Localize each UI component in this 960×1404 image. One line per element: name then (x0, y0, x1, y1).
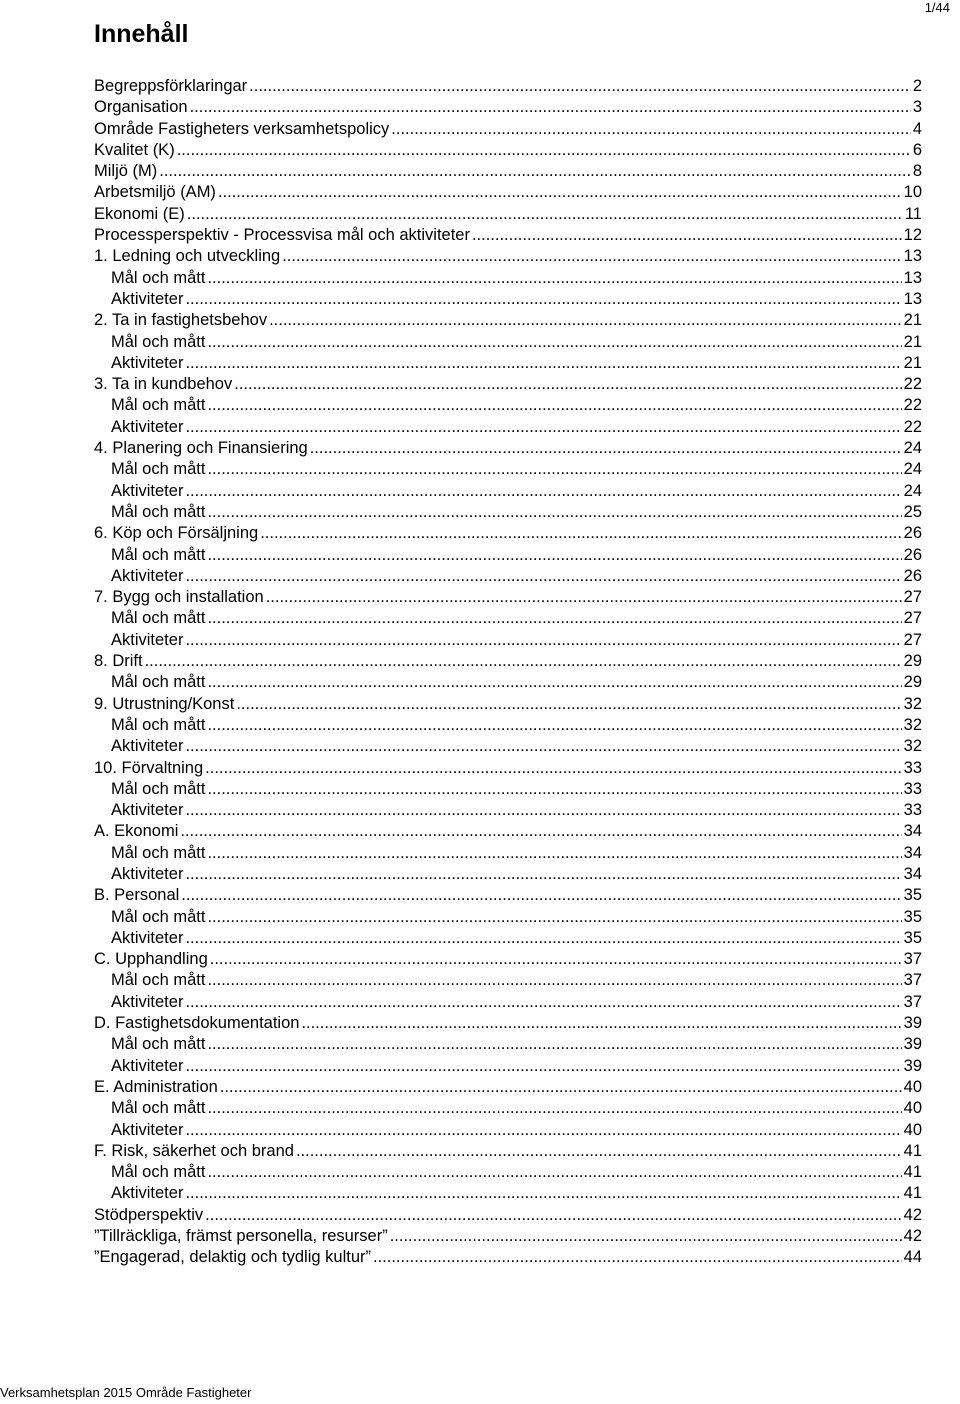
toc-dot-leader (187, 204, 903, 225)
toc-entry[interactable] (94, 140, 922, 161)
toc-entry-label: D. Fastighetsdokumentation (94, 1014, 300, 1033)
toc-dot-leader (185, 800, 901, 821)
toc-entry[interactable] (94, 289, 922, 310)
toc-entry-label: Aktiviteter (111, 737, 184, 756)
toc-entry-label: Mål och mått (111, 609, 206, 628)
toc-entry-page: 35 (903, 907, 922, 926)
toc-entry-label: Mål och mått (111, 1163, 206, 1182)
toc-dot-leader (205, 1205, 901, 1226)
toc-entry-label: Kvalitet (K) (94, 140, 175, 159)
toc-dot-leader (185, 928, 901, 949)
toc-entry-page: 21 (903, 311, 922, 330)
toc-entry-page: 40 (903, 1120, 922, 1139)
toc-entry-label: Mål och mått (111, 545, 206, 564)
toc-entry[interactable] (94, 992, 922, 1013)
toc-entry-page: 42 (903, 1227, 922, 1246)
toc-entry-page: 39 (903, 1056, 922, 1075)
toc-entry[interactable] (94, 97, 922, 118)
toc-entry-label: Ekonomi (E) (94, 204, 185, 223)
toc-entry-label: 2. Ta in fastighetsbehov (94, 311, 268, 330)
toc-entry-label: Mål och mått (111, 268, 206, 287)
toc-entry-label: Aktiviteter (111, 417, 184, 436)
toc-entry[interactable] (94, 76, 922, 97)
toc-entry[interactable] (94, 374, 922, 395)
toc-entry[interactable] (94, 566, 922, 587)
toc-entry-label: 7. Bygg och installation (94, 588, 264, 607)
toc-entry-page: 10 (903, 183, 922, 202)
toc-entry-page: 13 (903, 247, 922, 266)
toc-entry-page: 12 (903, 226, 922, 245)
toc-dot-leader (207, 970, 901, 991)
toc-entry-page: 11 (904, 204, 922, 223)
toc-entry-page: 6 (912, 140, 922, 159)
toc-entry-label: Mål och mått (111, 673, 206, 692)
page-title: Innehåll (94, 20, 189, 48)
toc-dot-leader (185, 353, 901, 374)
toc-dot-leader (159, 161, 911, 182)
toc-dot-leader (185, 864, 901, 885)
toc-entry-page: 33 (903, 758, 922, 777)
toc-dot-leader (185, 566, 901, 587)
toc-entry-page: 37 (903, 971, 922, 990)
toc-entry-label: 8. Drift (94, 652, 143, 671)
toc-entry[interactable] (94, 779, 922, 800)
toc-dot-leader (260, 523, 901, 544)
toc-entry[interactable] (94, 587, 922, 608)
toc-entry[interactable] (94, 1162, 922, 1183)
toc-entry-label: Aktiviteter (111, 481, 184, 500)
toc-dot-leader (177, 140, 911, 161)
toc-dot-leader (185, 481, 901, 502)
toc-entry-label: Aktiviteter (111, 289, 184, 308)
toc-entry-page: 27 (903, 609, 922, 628)
toc-entry[interactable] (94, 268, 922, 289)
toc-entry-page: 3 (912, 98, 922, 117)
toc-entry-page: 24 (903, 439, 922, 458)
toc-dot-leader (181, 885, 901, 906)
toc-entry[interactable] (94, 204, 922, 225)
toc-entry-label: Aktiviteter (111, 566, 184, 585)
toc-entry-page: 22 (903, 417, 922, 436)
toc-entry-page: 2 (912, 77, 922, 95)
toc-entry-page: 34 (903, 822, 922, 841)
toc-entry[interactable] (94, 353, 922, 374)
toc-entry-page: 13 (903, 268, 922, 287)
toc-dot-leader (210, 949, 902, 970)
toc-dot-leader (180, 821, 901, 842)
toc-dot-leader (207, 715, 901, 736)
toc-entry-label: 3. Ta in kundbehov (94, 375, 233, 394)
page-number: 1/44 (924, 0, 950, 15)
toc-entry-label: Stödperspektiv (94, 1205, 204, 1224)
toc-entry[interactable] (94, 608, 922, 629)
toc-entry[interactable] (94, 161, 922, 182)
toc-entry[interactable] (94, 736, 922, 757)
toc-entry-label: Processperspektiv - Processvisa mål och aktiviteter (94, 226, 470, 245)
toc-dot-leader (207, 907, 901, 928)
toc-entry-label: Mål och mått (111, 502, 206, 521)
toc-entry-page: 40 (903, 1099, 922, 1118)
toc-entry-label: Aktiviteter (111, 1184, 184, 1203)
toc-entry[interactable] (94, 481, 922, 502)
toc-entry-page: 21 (903, 353, 922, 372)
toc-entry-label: Miljö (M) (94, 162, 158, 181)
toc-entry[interactable] (94, 1077, 922, 1098)
toc-dot-leader (282, 246, 901, 267)
toc-entry-page: 39 (903, 1035, 922, 1054)
toc-entry[interactable] (94, 523, 922, 544)
toc-entry[interactable] (94, 1183, 922, 1204)
toc-entry-label: Mål och mått (111, 396, 206, 415)
toc-entry[interactable] (94, 715, 922, 736)
toc-entry[interactable] (94, 864, 922, 885)
toc-entry[interactable] (94, 843, 922, 864)
toc-entry-label: Område Fastigheters verksamhetspolicy (94, 119, 390, 138)
toc-entry-label: 6. Köp och Försäljning (94, 524, 259, 543)
toc-entry-label: Mål och mått (111, 1035, 206, 1054)
toc-entry[interactable] (94, 907, 922, 928)
toc-entry-page: 21 (903, 332, 922, 351)
toc-dot-leader (185, 630, 901, 651)
toc-entry[interactable] (94, 1141, 922, 1162)
toc-entry-page: 26 (903, 524, 922, 543)
toc-dot-leader (207, 843, 901, 864)
toc-entry-page: 29 (903, 652, 922, 671)
toc-entry-page: 37 (903, 950, 922, 969)
toc-entry[interactable] (94, 694, 922, 715)
toc-dot-leader (185, 736, 901, 757)
toc-entry-page: 13 (903, 289, 922, 308)
toc-dot-leader (472, 225, 902, 246)
toc-entry[interactable] (94, 182, 922, 203)
toc-entry-label: Aktiviteter (111, 1056, 184, 1075)
toc-entry[interactable] (94, 438, 922, 459)
toc-entry-page: 26 (903, 545, 922, 564)
toc-entry-label: ”Engagerad, delaktig och tydlig kultur” (94, 1248, 371, 1267)
toc-entry-page: 34 (903, 843, 922, 862)
toc-dot-leader (145, 651, 902, 672)
toc-entry-label: Aktiviteter (111, 801, 184, 820)
toc-entry-label: Mål och mått (111, 715, 206, 734)
toc-entry-page: 41 (903, 1163, 922, 1182)
toc-entry-label: Organisation (94, 98, 188, 117)
toc-entry-page: 32 (903, 737, 922, 756)
toc-entry-label: Begreppsförklaringar (94, 77, 248, 95)
toc-entry-page: 41 (903, 1141, 922, 1160)
toc-entry-label: 1. Ledning och utveckling (94, 247, 281, 266)
toc-entry-page: 27 (903, 630, 922, 649)
toc-entry[interactable] (94, 332, 922, 353)
toc-dot-leader (266, 587, 902, 608)
toc-dot-leader (207, 779, 901, 800)
toc-entry-label: Mål och mått (111, 843, 206, 862)
toc-entry[interactable] (94, 885, 922, 906)
toc-entry-label: 10. Förvaltning (94, 758, 204, 777)
toc-entry-page: 22 (903, 396, 922, 415)
toc-entry-page: 24 (903, 481, 922, 500)
toc-entry-page: 35 (903, 928, 922, 947)
toc-entry[interactable] (94, 928, 922, 949)
toc-entry-label: 4. Planering och Finansiering (94, 439, 308, 458)
toc-entry[interactable] (94, 970, 922, 991)
toc-dot-leader (207, 608, 901, 629)
toc-dot-leader (207, 459, 901, 480)
toc-entry-page: 29 (903, 673, 922, 692)
toc-entry-label: Aktiviteter (111, 630, 184, 649)
toc-entry-label: ”Tillräckliga, främst personella, resurser” (94, 1227, 388, 1246)
toc-entry-page: 40 (903, 1077, 922, 1096)
toc-dot-leader (301, 1013, 901, 1034)
toc-dot-leader (207, 502, 901, 523)
toc-entry-label: Mål och mått (111, 1099, 206, 1118)
toc-dot-leader (185, 1056, 901, 1077)
toc-entry[interactable] (94, 1098, 922, 1119)
toc-entry[interactable] (94, 949, 922, 970)
toc-entry-label: C. Upphandling (94, 950, 208, 969)
toc-dot-leader (220, 1077, 902, 1098)
toc-dot-leader (185, 289, 901, 310)
table-of-contents (94, 76, 922, 1269)
footer-text: Verksamhetsplan 2015 Område Fastigheter (0, 1385, 252, 1400)
toc-dot-leader (234, 374, 901, 395)
toc-dot-leader (391, 119, 911, 140)
toc-dot-leader (185, 1183, 901, 1204)
toc-dot-leader (190, 97, 911, 118)
toc-entry-label: A. Ekonomi (94, 822, 179, 841)
toc-entry-label: Mål och mått (111, 907, 206, 926)
toc-entry-page: 33 (903, 801, 922, 820)
toc-entry[interactable] (94, 395, 922, 416)
toc-entry-label: Mål och mått (111, 332, 206, 351)
toc-entry[interactable] (94, 545, 922, 566)
toc-dot-leader (207, 395, 901, 416)
toc-entry-page: 44 (903, 1248, 922, 1267)
toc-entry-page: 32 (903, 694, 922, 713)
toc-entry-label: Aktiviteter (111, 1120, 184, 1139)
toc-entry-label: Aktiviteter (111, 928, 184, 947)
toc-dot-leader (390, 1226, 902, 1247)
toc-dot-leader (269, 310, 902, 331)
toc-entry-label: Aktiviteter (111, 864, 184, 883)
toc-entry[interactable] (94, 672, 922, 693)
toc-entry-label: F. Risk, säkerhet och brand (94, 1141, 294, 1160)
toc-entry-label: Aktiviteter (111, 992, 184, 1011)
toc-entry-label: Mål och mått (111, 971, 206, 990)
toc-entry-page: 4 (912, 119, 922, 138)
toc-entry[interactable] (94, 630, 922, 651)
toc-entry-label: Mål och mått (111, 779, 206, 798)
toc-dot-leader (185, 417, 901, 438)
toc-entry-page: 35 (903, 886, 922, 905)
toc-dot-leader (207, 672, 901, 693)
toc-entry-label: E. Administration (94, 1077, 218, 1096)
toc-entry[interactable] (94, 1034, 922, 1055)
toc-entry[interactable] (94, 1205, 922, 1226)
toc-dot-leader (236, 694, 901, 715)
toc-dot-leader (185, 992, 901, 1013)
toc-entry[interactable] (94, 225, 922, 246)
toc-entry-page: 37 (903, 992, 922, 1011)
toc-entry-label: Aktiviteter (111, 353, 184, 372)
toc-dot-leader (296, 1141, 902, 1162)
toc-entry[interactable] (94, 758, 922, 779)
toc-entry[interactable] (94, 459, 922, 480)
toc-dot-leader (218, 182, 902, 203)
toc-entry-page: 22 (903, 375, 922, 394)
toc-entry[interactable] (94, 119, 922, 140)
toc-entry[interactable] (94, 246, 922, 267)
toc-dot-leader (249, 76, 911, 97)
toc-entry[interactable] (94, 1120, 922, 1141)
toc-dot-leader (185, 1120, 901, 1141)
toc-entry-label: Mål och mått (111, 460, 206, 479)
toc-entry-page: 32 (903, 715, 922, 734)
toc-entry-label: Arbetsmiljö (AM) (94, 183, 216, 202)
toc-entry-page: 25 (903, 502, 922, 521)
toc-entry[interactable] (94, 651, 922, 672)
toc-entry[interactable] (94, 1247, 922, 1268)
toc-entry[interactable] (94, 800, 922, 821)
toc-entry-page: 27 (903, 588, 922, 607)
toc-entry-page: 8 (912, 162, 922, 181)
toc-entry-page: 26 (903, 566, 922, 585)
toc-entry-page: 33 (903, 779, 922, 798)
toc-dot-leader (310, 438, 902, 459)
toc-entry[interactable] (94, 417, 922, 438)
toc-entry-page: 39 (903, 1014, 922, 1033)
toc-dot-leader (207, 1098, 901, 1119)
toc-dot-leader (207, 545, 901, 566)
toc-dot-leader (207, 1034, 901, 1055)
toc-entry-label: B. Personal (94, 886, 180, 905)
toc-dot-leader (207, 332, 901, 353)
toc-entry[interactable] (94, 1226, 922, 1247)
toc-entry-label: 9. Utrustning/Konst (94, 694, 235, 713)
toc-entry[interactable] (94, 1013, 922, 1034)
toc-dot-leader (205, 758, 901, 779)
toc-entry[interactable] (94, 821, 922, 842)
toc-dot-leader (207, 268, 901, 289)
toc-entry-page: 34 (903, 864, 922, 883)
toc-entry[interactable] (94, 502, 922, 523)
toc-entry[interactable] (94, 1056, 922, 1077)
toc-entry-page: 41 (903, 1184, 922, 1203)
toc-entry-page: 24 (903, 460, 922, 479)
toc-dot-leader (207, 1162, 901, 1183)
toc-dot-leader (373, 1247, 902, 1268)
toc-entry[interactable] (94, 310, 922, 331)
toc-entry-page: 42 (903, 1205, 922, 1224)
